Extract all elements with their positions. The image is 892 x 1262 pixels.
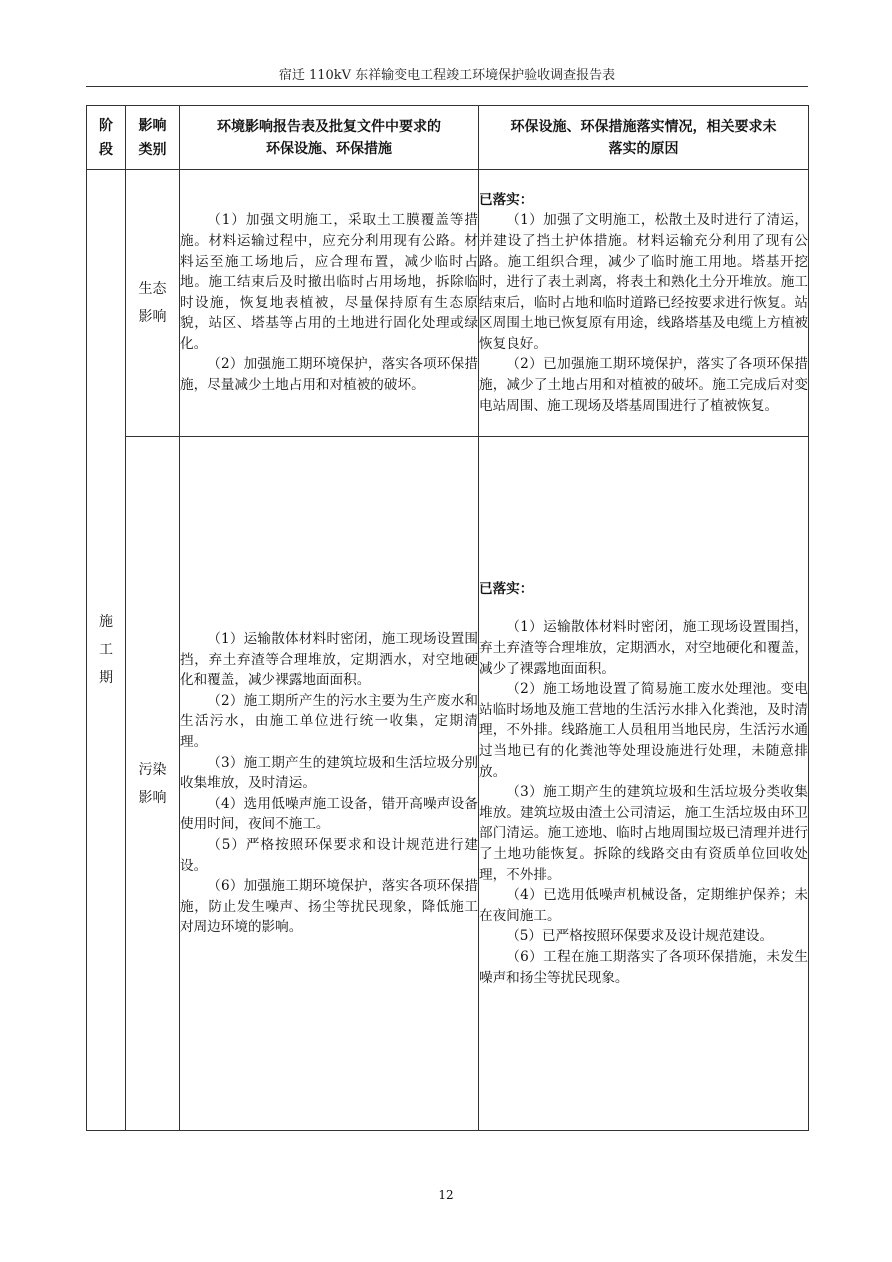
header-rule bbox=[86, 86, 808, 87]
required-pollution-item-3: （3）施工期产生的建筑垃圾和生活垃圾分别收集堆放，及时清运。 bbox=[180, 754, 478, 792]
col-status-header bbox=[479, 106, 809, 170]
status-pollution-item-3: （3）施工期产生的建筑垃圾和生活垃圾分类收集堆放。建筑垃圾由渣土公司清运，施工生活垃圾由环卫部门清运。施工迹地、临时占地周围垃圾已清理并进行了土地功能恢复。拆除的线路交由有资质单位回收处理，不外排。 bbox=[479, 784, 808, 883]
table-row-pollution bbox=[87, 437, 809, 1131]
table-header-row bbox=[87, 106, 809, 170]
impact-type-ecological bbox=[126, 170, 180, 437]
impact-type-pollution bbox=[126, 437, 180, 1131]
required-ecological-item-2: （2）加强施工期环境保护，落实各项环保措施，尽量减少土地占用和对植被的破坏。 bbox=[180, 356, 478, 394]
status-ecological bbox=[479, 170, 809, 437]
col-stage-header bbox=[87, 106, 126, 170]
required-pollution-item-2: （2）施工期所产生的污水主要为生产废水和生活污水，由施工单位进行统一收集，定期清理。 bbox=[180, 692, 478, 751]
stage-char-2: 工 bbox=[99, 642, 113, 658]
col-stage-header-line1: 阶 bbox=[99, 117, 113, 134]
required-pollution-item-1: （1）运输散体材料时密闭，施工现场设置围挡，弃土弃渣等合理堆放，定期洒水，对空地硬化和覆盖，减少裸露地面面积。 bbox=[180, 631, 478, 689]
impact-type-pollution-line1: 污染 bbox=[138, 761, 167, 778]
stage-cell bbox=[87, 170, 126, 1131]
required-pollution-item-5: （5）严格按照环保要求和设计规范进行建设。 bbox=[180, 836, 478, 874]
status-ecological-item-2: （2）已加强施工期环境保护，落实了各项环保措施，减少了土地占用和对植被的破坏。施工完成后对变电站周围、施工现场及塔基周围进行了植被恢复。 bbox=[479, 356, 808, 414]
status-ecological-lead: 已落实： bbox=[479, 191, 534, 208]
col-required-header-line1: 环境影响报告表及批复文件中要求的 bbox=[217, 118, 441, 135]
page-number: 12 bbox=[438, 1188, 454, 1202]
status-pollution-item-1: （1）运输散体材料时密闭，施工现场设置围挡，弃土弃渣等合理堆放，定期洒水，对空地硬化和覆盖，减少了裸露地面面积。 bbox=[479, 619, 808, 677]
required-measures-pollution bbox=[180, 437, 479, 1131]
impact-type-pollution-line2: 影响 bbox=[138, 789, 167, 806]
status-pollution-lead: 已落实： bbox=[479, 580, 534, 597]
impact-type-ecological-line2: 影响 bbox=[138, 309, 167, 325]
table-row-ecological bbox=[87, 170, 809, 437]
impact-type-ecological-line1: 生态 bbox=[138, 281, 167, 297]
col-status-header-line2: 落实的原因 bbox=[608, 140, 679, 157]
required-ecological-item-1: （1）加强文明施工，采取土工膜覆盖等措施。材料运输过程中，应充分利用现有公路。材料运至施工场地后，应合理布置，减少临时占地。施工结束后及时撤出临时占用场地，拆除临时设施，恢复地表植被，尽量保持原有生态原貌，站区、塔基等占用的土地进行固化处理或绿化。 bbox=[180, 212, 478, 352]
col-type-header-line2: 类别 bbox=[138, 141, 167, 158]
col-required-header bbox=[180, 106, 479, 170]
status-pollution-item-6: （6）工程在施工期落实了各项环保措施，未发生噪声和扬尘等扰民现象。 bbox=[479, 948, 808, 986]
col-type-header bbox=[126, 106, 180, 170]
col-status-header-line1: 环保设施、环保措施落实情况，相关要求未 bbox=[510, 118, 777, 135]
stage-char-3: 期 bbox=[99, 670, 113, 686]
col-stage-header-line2: 段 bbox=[99, 141, 113, 158]
stage-char-1: 施 bbox=[99, 614, 113, 630]
required-pollution-item-4: （4）选用低噪声施工设备，错开高噪声设备使用时间，夜间不施工。 bbox=[180, 795, 478, 833]
status-pollution-item-4: （4）已选用低噪声机械设备，定期维护保养；未在夜间施工。 bbox=[479, 887, 808, 924]
col-type-header-line1: 影响 bbox=[138, 117, 167, 134]
status-pollution bbox=[479, 437, 809, 1131]
measures-table bbox=[86, 105, 809, 1131]
status-ecological-item-1: （1）加强了文明施工，松散土及时进行了清运，并建设了挡土护体措施。材料运输充分利用了现有公路。施工组织合理，减少了临时施工用地。塔基开挖时，进行了表土剥离，将表土和熟化土分开堆放。施工结束后，临时占地和临时道路已经按要求进行恢复。站区周围土地已恢复原有用途，线路塔基及电缆上方植被恢复良好。 bbox=[479, 212, 808, 352]
status-pollution-item-5: （5）已严格按照环保要求及设计规范建设。 bbox=[506, 928, 774, 945]
status-pollution-item-2: （2）施工场地设置了简易施工废水处理池。变电站临时场地及施工营地的生活污水排入化粪池，及时清理，不外排。线路施工人员租用当地民房，生活污水通过当地已有的化粪池等处理设施进行处理，未随意排放。 bbox=[479, 681, 808, 780]
required-pollution-item-6: （6）加强施工期环境保护，落实各项环保措施，防止发生噪声、扬尘等扰民现象，降低施工对周边环境的影响。 bbox=[180, 878, 478, 936]
running-header: 宿迁 110kV 东祥输变电工程竣工环境保护验收调查报告表 bbox=[278, 68, 616, 83]
required-measures-ecological bbox=[180, 170, 479, 437]
col-required-header-line2: 环保设施、环保措施 bbox=[266, 140, 392, 157]
